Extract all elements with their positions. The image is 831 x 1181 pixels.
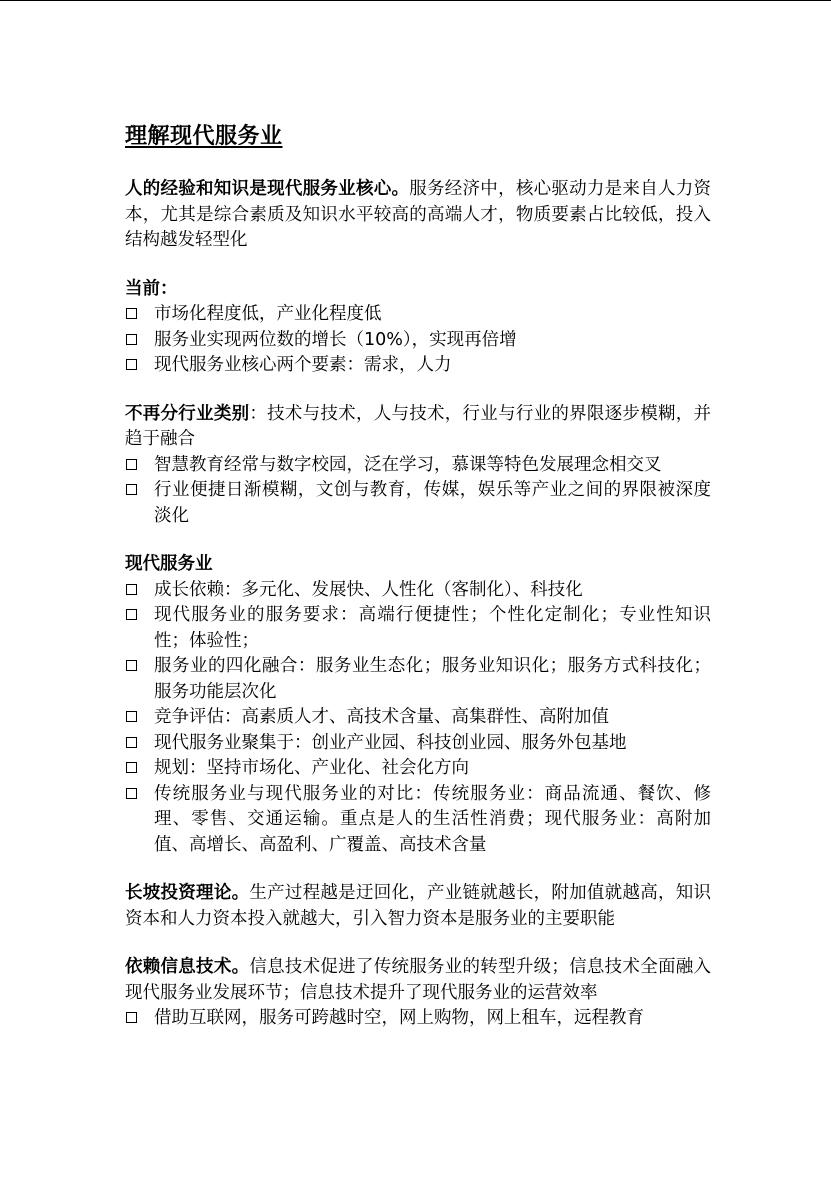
modern-heading: 现代服务业 [125,554,213,574]
checkbox-square-icon [126,459,137,470]
intro-paragraph [125,177,711,254]
list-item [125,603,711,654]
list-item [125,756,711,782]
list-item-text: 传统服务业与现代服务业的对比：传统服务业：商品流通、餐饮、修理、零售、交通运输。重点是人的生活性消费；现代服务业：高附加值、高增长、高盈利、广覆盖、高技术含量 [154,783,711,855]
list-item-text: 服务业的四化融合：服务业生态化；服务业知识化；服务方式科技化；服务功能层次化 [154,656,711,702]
section-current [125,277,711,379]
intro-lead: 人的经验和知识是现代服务业核心。 [125,179,410,199]
info-tech-text: 信息技术促进了传统服务业的转型升级；信息技术全面融入现代服务业发展环节；信息技术提升了现代服务业的运营效率 [125,957,711,1003]
section-no-category [125,402,711,530]
checkbox-square-icon [126,334,137,345]
info-tech-list [125,1006,711,1032]
list-item [125,1006,711,1032]
list-item [125,453,711,479]
list-item [125,705,711,731]
checkbox-square-icon [126,737,137,748]
section-info-tech [125,955,711,1032]
no-category-lead: 不再分行业类别 [125,403,250,424]
info-tech-lead: 依赖信息技术。 [125,957,250,977]
intro-text: 服务经济中，核心驱动力是来自人力资本，尤其是综合素质及知识水平较高的高端人才，物质要素占比较低，投入结构越发轻型化 [125,179,711,250]
list-item-text: 现代服务业核心两个要素：需求，人力 [154,355,452,375]
modern-heading-line [125,552,711,578]
no-category-paragraph [125,402,711,453]
list-item [125,302,711,328]
long-slope-paragraph [125,881,711,932]
list-item [125,353,711,379]
checkbox-square-icon [126,484,137,495]
list-item-text: 智慧教育经常与数字校园，泛在学习，慕课等特色发展理念相交叉 [154,454,662,475]
checkbox-square-icon [126,308,137,319]
document-page [125,121,711,1055]
list-item-text: 现代服务业聚集于：创业产业园、科技创业园、服务外包基地 [154,732,627,753]
long-slope-lead: 长坡投资理论。 [125,883,250,903]
top-rule [0,0,831,1]
list-item-text: 市场化程度低，产业化程度低 [154,304,382,324]
list-item-text: 成长依赖：多元化、发展快、人性化（客制化）、科技化 [154,579,583,600]
list-item [125,654,711,705]
checkbox-square-icon [126,762,137,773]
checkbox-square-icon [126,788,137,799]
list-item [125,478,711,529]
checkbox-square-icon [126,584,137,595]
checkbox-square-icon [126,660,137,671]
list-item [125,328,711,354]
current-list [125,302,711,379]
modern-list [125,578,711,859]
list-item [125,782,711,859]
checkbox-square-icon [126,1012,137,1023]
list-item-text: 现代服务业的服务要求：高端行便捷性；个性化定制化；专业性知识性；体验性； [154,605,711,651]
checkbox-square-icon [126,609,137,620]
list-item-text: 规划：坚持市场化、产业化、社会化方向 [154,758,469,778]
list-item-text: 竞争评估：高素质人才、高技术含量、高集群性、高附加值 [154,707,609,727]
current-heading-line [125,277,711,303]
checkbox-square-icon [126,359,137,370]
list-item-text: 借助互联网，服务可跨越时空，网上购物，网上租车，远程教育 [154,1008,644,1028]
list-item [125,578,711,604]
no-category-list [125,453,711,530]
section-long-slope [125,881,711,932]
info-tech-paragraph [125,955,711,1006]
current-heading: 当前： [125,278,178,299]
checkbox-square-icon [126,711,137,722]
list-item-text: 行业便捷日渐模糊，文创与教育，传媒，娱乐等产业之间的界限被深度淡化 [154,480,711,526]
list-item [125,731,711,757]
no-category-text: ：技术与技术，人与技术，行业与行业的界限逐步模糊，并趋于融合 [125,403,711,449]
long-slope-text: 生产过程越是迂回化，产业链就越长，附加值就越高，知识资本和人力资本投入就越大，引入智力资本是服务业的主要职能 [125,883,711,929]
section-modern-service [125,552,711,858]
section-intro [125,177,711,254]
list-item-text: 服务业实现两位数的增长（10%），实现再倍增 [154,329,517,350]
document-title: 理解现代服务业 [125,124,283,149]
